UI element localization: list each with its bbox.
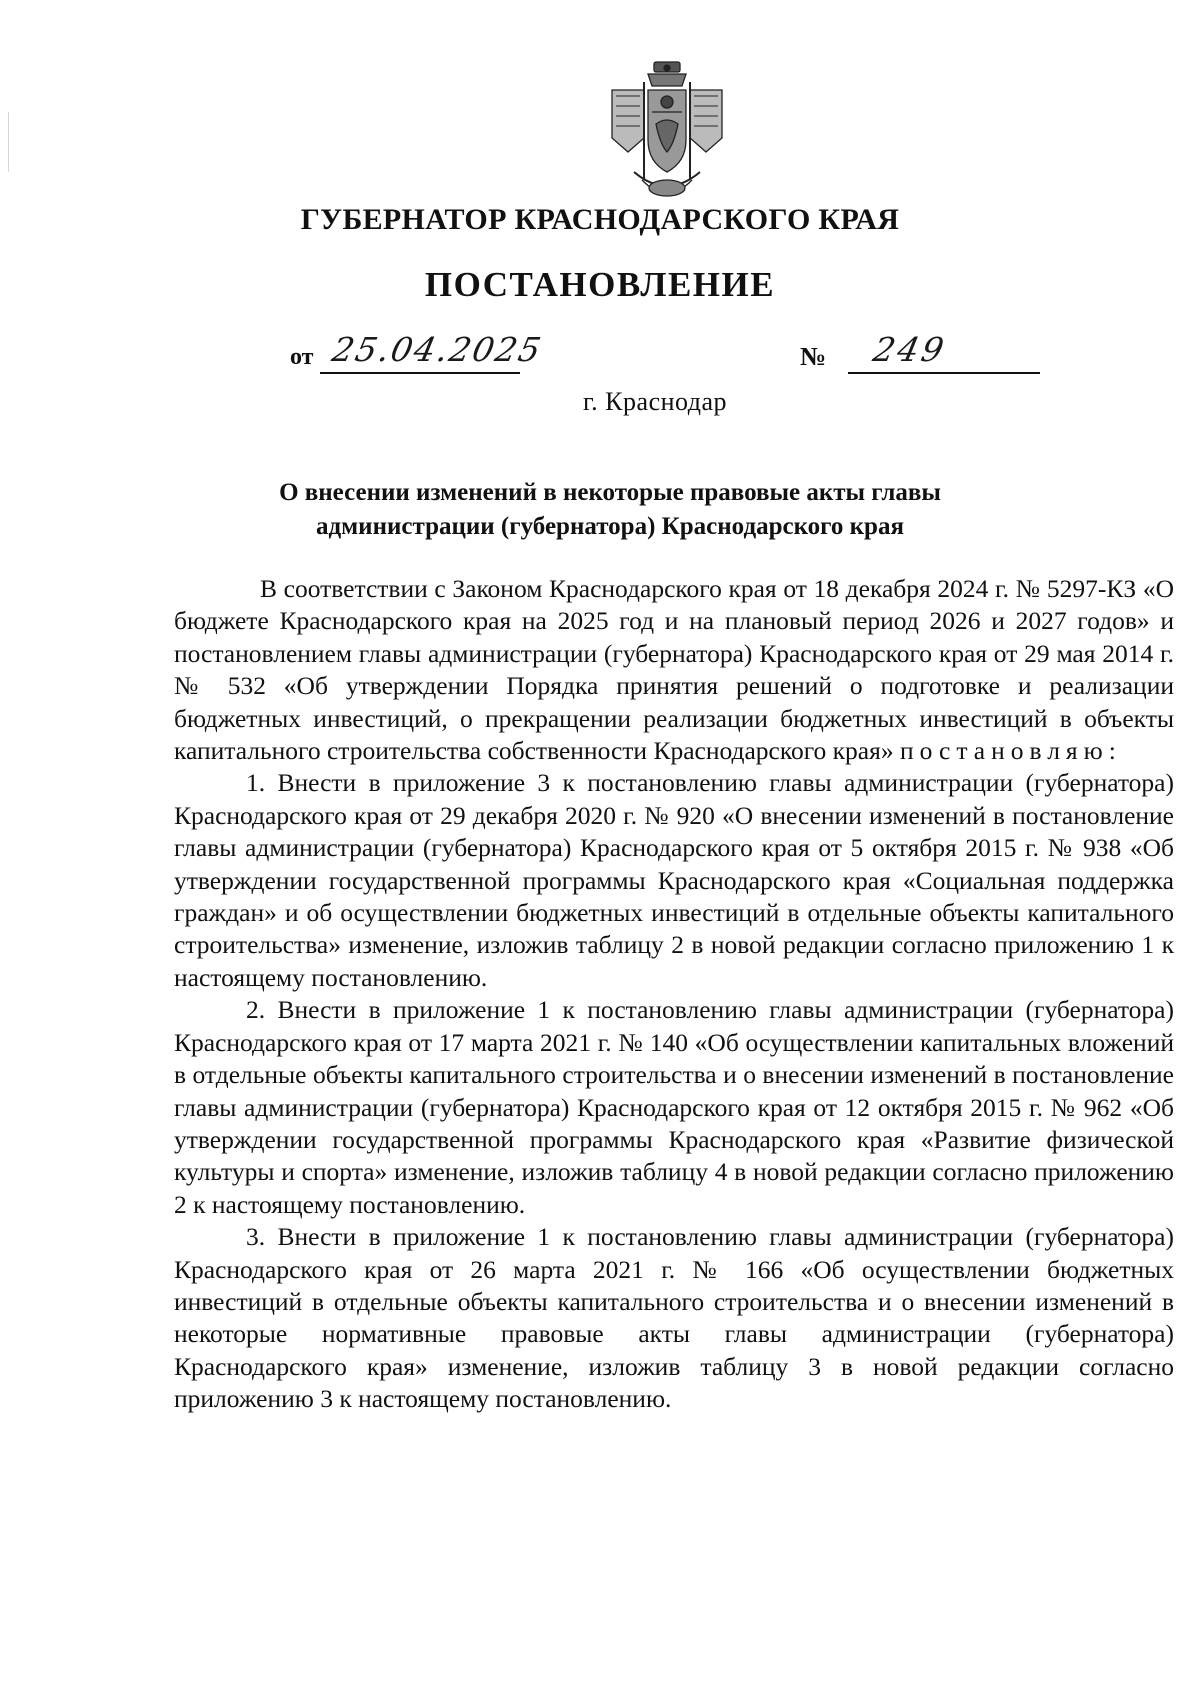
document-body: [174, 573, 1174, 1416]
item-3-paragraph: 3. Внести в приложение 1 к постановлению главы администрации (губернатора) Краснодарского края от 26 марта 2021 г. № 166 «Об осуществлении бюджетных инвестиций в отдельные объекты капитального строительства и о внесении изменений в некоторые нормативные правовые акты главы администрации (губернатора) Краснодарского края» изменение, изложив таблицу 3 в новой редакции согласно приложению 3 к настоящему постановлению.: [174, 1222, 1174, 1414]
handwritten-number: 249: [869, 330, 951, 369]
number-underline: [848, 372, 1040, 374]
coat-of-arms-emblem: [604, 60, 730, 206]
number-prefix-label: №: [800, 342, 827, 371]
preamble-paragraph: [174, 573, 1174, 767]
subject-line-2: администрации (губернатора) Краснодарского края: [316, 513, 904, 540]
item-1-paragraph: 1. Внести в приложение 3 к постановлению главы администрации (губернатора) Краснодарского края от 29 декабря 2020 г. № 920 «О внесении изменений в постановление главы администрации (губернатора) Краснодарского края от 5 октября 2015 г. № 938 «Об утверждении государственной программы Краснодарского края «Социальная поддержка граждан» и об осуществлении бюджетных инвестиций в отдельные объекты капитального строительства» изменение, изложив таблицу 2 в новой редакции согласно приложению 1 к настоящему постановлению.: [174, 768, 1174, 992]
city-line: г. Краснодар: [582, 387, 728, 416]
scan-edge-mark: [8, 112, 9, 172]
handwritten-date: 25.04.2025: [328, 330, 547, 369]
date-underline: [320, 372, 520, 374]
resolves-word: постановляю:: [899, 736, 1122, 766]
date-prefix-label: от: [290, 344, 314, 370]
document-subject: [230, 476, 990, 544]
date-number-row: [0, 330, 1200, 380]
subject-line-1: О внесении изменений в некоторые правовые акты главы: [279, 479, 941, 506]
organization-title: ГУБЕРНАТОР КРАСНОДАРСКОГО КРАЯ: [300, 203, 900, 236]
item-2-paragraph: 2. Внести в приложение 1 к постановлению главы администрации (губернатора) Краснодарского края от 17 марта 2021 г. № 140 «Об осуществлении капитальных вложений в отдельные объекты капитального строительства и о внесении изменений в постановление главы администрации (губернатора) Краснодарского края от 12 октября 2015 г. № 962 «Об утверждении государственной программы Краснодарского края «Развитие физической культуры и спорта» изменение, изложив таблицу 4 в новой редакции согласно приложению 2 к настоящему постановлению.: [174, 995, 1174, 1219]
document-type-heading: ПОСТАНОВЛЕНИЕ: [424, 265, 776, 304]
preamble-text: В соответствии с Законом Краснодарского края от 18 декабря 2024 г. № 5297-КЗ «О бюджете Краснодарского края на 2025 год и на плановый период 2026 и 2027 годов» и постановлением главы администрации (губернатора) Краснодарского края от 29 мая 2014 г. № 532 «Об утверждении Порядка принятия решений о подготовке и реализации бюджетных инвестиций, о прекращении реализации бюджетных инвестиций в объекты капитального строительства собственности Краснодарского края»: [174, 574, 1174, 766]
